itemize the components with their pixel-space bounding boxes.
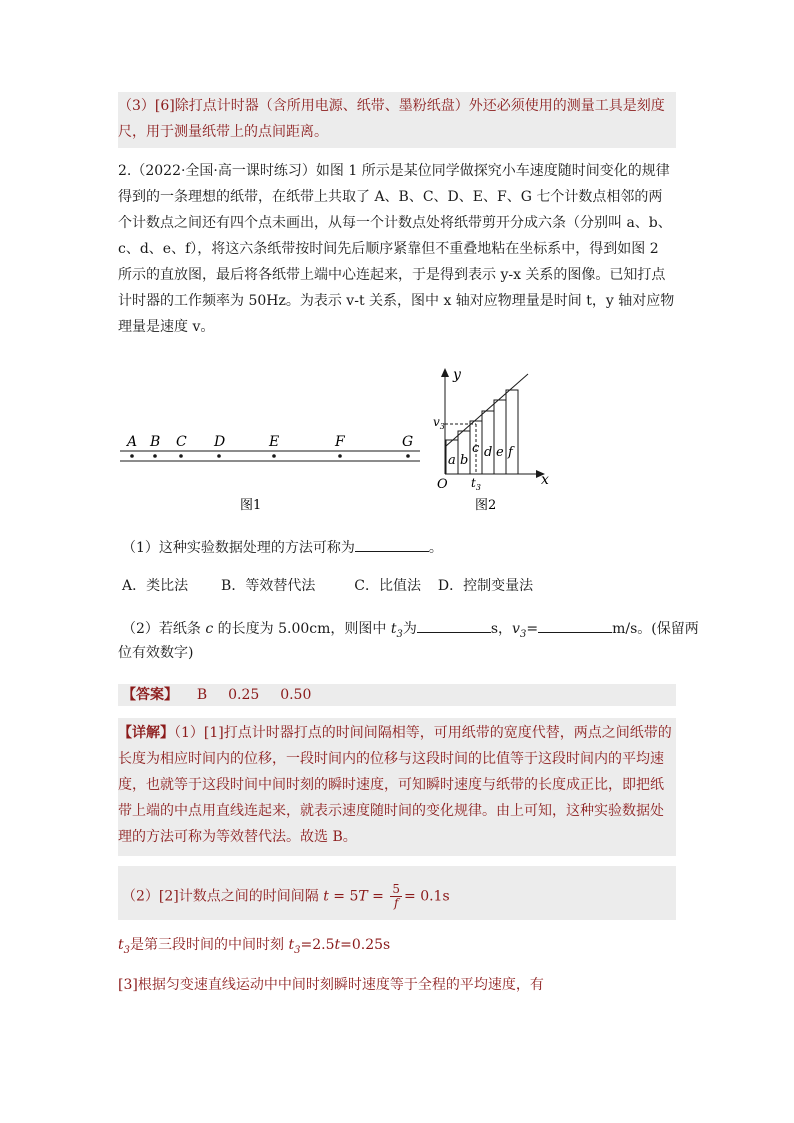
subquestion-2-cont: 位有效数字) [118,645,194,661]
label-C: C [176,434,187,450]
label-D: D [214,434,226,450]
svg-text:f: f [508,445,513,460]
explanation-step-4: [3]根据匀变速直线运动中中间时刻瞬时速度等于全程的平均速度，有 [118,977,544,993]
option-a[interactable]: A．类比法 [122,578,189,594]
options-row [122,577,533,595]
svg-text:a: a [448,453,456,468]
svg-text:d: d [484,445,493,460]
answer-blank-1[interactable] [355,537,429,552]
answer-blank-3[interactable] [538,618,612,633]
figure-area [0,360,794,520]
svg-text:e: e [496,445,504,460]
svg-text:b: b [460,453,469,468]
dot-G [406,454,410,458]
dot-F [338,454,342,458]
prev-explanation-text: （3）[6]除打点计时器（含所用电源、纸带、墨粉纸盘）外还必须使用的测量工具是刻度尺，用于测量纸带上的点间距离。 [118,98,665,140]
answer-line: 【答案】 B 0.25 0.50 [122,687,312,703]
label-A: A [127,434,138,450]
origin-label: O [437,477,448,492]
figure-1-tape [120,434,420,513]
label-E: E [269,434,280,450]
dot-C [179,454,183,458]
question-2-stem: 2.（2022·全国·高一课时练习）如图 1 所示是某位同学做探究小车速度随时间变化的规律得到的一条理想的纸带，在纸带上共取了 A、B、C、D、E、F、G 七个计数点相邻的两个计数点之间还有四个点未画出，从每一个计数点处将纸带剪开分成六条（分别叫 a、b、c、d、e、f），将这六条纸带按时间先后顺序紧靠但不重叠地粘在坐标系中，得到如图 2 所示的直放图，最后将各纸带上端中心连起来，于是得到表示 y-x 关系的图像。已知打点计时器的工作频率为 50Hz。为表示 v-t 关系，图中 x 轴对应物理量是时间 t，y 轴对应物理量是速度 v。 [118,163,675,335]
x-axis-label: x [541,472,549,488]
label-G: G [402,434,414,450]
option-c[interactable]: C．比值法 [354,578,421,594]
explanation-step-3: $t_3$是第三段时间的中间时刻 $t_3=2.5t=0.25s$ [118,937,391,956]
dot-A [130,454,134,458]
subquestion-1: （1）这种实验数据处理的方法可称为 。 [122,537,443,557]
t3-label: $t_3$ [471,476,481,492]
fraction: $\frac{5}{f}$ [392,882,401,910]
dot-D [217,454,221,458]
svg-text:c: c [472,441,480,456]
label-B: B [150,434,161,450]
v3-label: $v_3$ [433,415,445,431]
explanation-step-2: （2）[2]计数点之间的时间间隔 t = 5T = $\frac{5}{f}$ = 0.1s [122,882,450,910]
figure-1-caption: 图1 [240,498,262,513]
y-axis-label: y [453,367,461,383]
dot-E [272,454,276,458]
answer-blank-2[interactable] [417,618,491,633]
figure-2-graph [433,367,549,513]
subquestion-2: （2）若纸条 c 的长度为 5.00cm，则图中 $t_3$为 s，$v_3= m/s$。(保留两 [122,618,699,644]
label-F: F [335,434,345,450]
option-b[interactable]: B．等效替代法 [221,578,316,594]
figure-2-caption: 图2 [475,498,497,513]
dot-B [153,454,157,458]
explanation-text: 【详解】（1）[1]打点计时器打点的时间间隔相等，可用纸带的宽度代替，两点之间纸带的长度为相应时间内的位移，一段时间内的位移与这段时间的比值等于这段时间内的平均速度，也就等于这段时间中间时刻的瞬时速度，可知瞬时速度与纸带的长度成正比，即把纸带上端的中点用直线连起来，就表示速度随时间的变化规律。由上可知，这种实验数据处理的方法可称为等效替代法。故选 B。 [118,725,672,845]
option-d[interactable]: D．控制变量法 [437,578,534,594]
